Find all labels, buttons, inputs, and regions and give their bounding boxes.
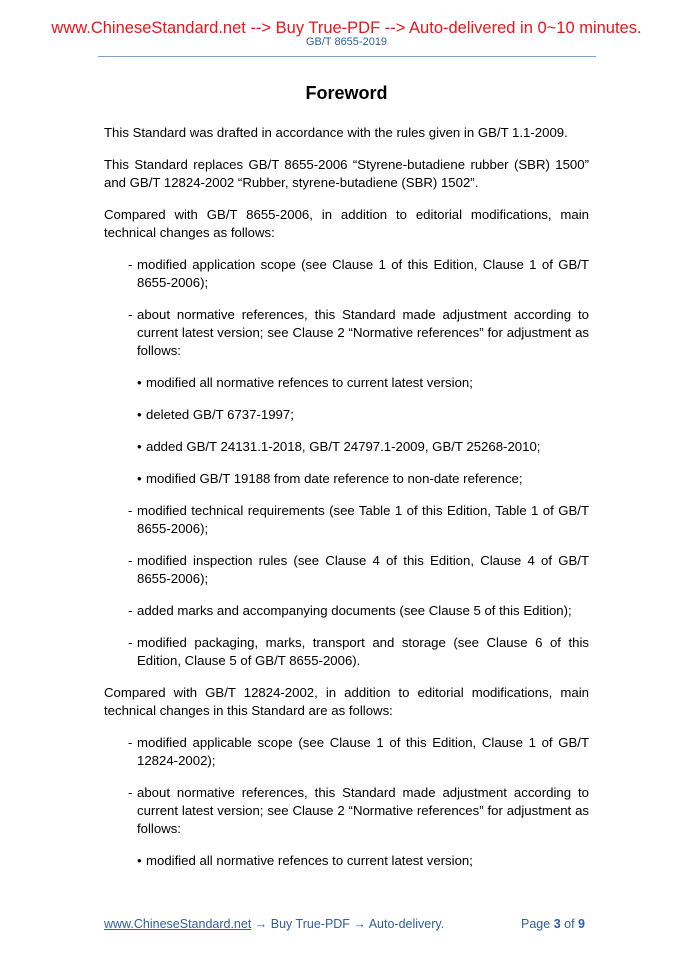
- page-label: Page: [521, 917, 551, 931]
- bullet-item-text: modified GB/T 19188 from date reference to non-date reference;: [146, 471, 523, 486]
- list-item: [119, 634, 589, 670]
- paragraph-drafting-rules: This Standard was drafted in accordance with the rules given in GB/T 1.1-2009.: [104, 125, 568, 140]
- bullet-item: [137, 470, 589, 488]
- dash-marker: -: [128, 785, 133, 800]
- dash-marker: -: [128, 735, 133, 750]
- standard-code-header: GB/T 8655-2019: [305, 36, 388, 48]
- dash-marker: -: [128, 553, 133, 568]
- list-item: [119, 734, 589, 770]
- dash-marker: -: [128, 503, 133, 518]
- list-item: [119, 784, 589, 838]
- header-divider: [98, 56, 596, 57]
- dash-marker: -: [128, 635, 133, 650]
- bullet-marker: •: [137, 375, 142, 390]
- footer-purchase-link: [104, 916, 444, 932]
- list-item-text: modified applicable scope (see Clause 1 of this Edition, Clause 1 of GB/T 12824-2002);: [137, 735, 589, 768]
- list-item: [119, 502, 589, 538]
- paragraph-replaces: This Standard replaces GB/T 8655-2006 “Styrene-butadiene rubber (SBR) 1500” and GB/T 12824-2002 “Rubber, styrene-butadiene (SBR) 1502”.: [104, 157, 589, 190]
- list-item-text: about normative references, this Standard made adjustment according to current latest version; see Clause 2 “Normative references” for adjustment as follows:: [137, 307, 589, 358]
- bullet-item-text: deleted GB/T 6737-1997;: [146, 407, 294, 422]
- footer-site-link[interactable]: www.ChineseStandard.net: [104, 917, 252, 931]
- paragraph-changes-8655: Compared with GB/T 8655-2006, in addition to editorial modifications, main technical changes as follows:: [104, 207, 589, 240]
- bullet-item-text: modified all normative refences to current latest version;: [146, 375, 473, 390]
- bullet-item-text: added GB/T 24131.1-2018, GB/T 24797.1-2009, GB/T 25268-2010;: [146, 439, 541, 454]
- page-current: 3: [553, 917, 561, 931]
- bullet-marker: •: [137, 853, 142, 868]
- list-item: [119, 256, 589, 292]
- bullet-marker: •: [137, 471, 142, 486]
- list-item-text: modified application scope (see Clause 1 of this Edition, Clause 1 of GB/T 8655-2006);: [137, 257, 589, 290]
- list-item-text: modified packaging, marks, transport and storage (see Clause 6 of this Edition, Clause 5 of GB/T 8655-2006).: [137, 635, 589, 668]
- list-item: [119, 602, 589, 620]
- bullet-item: [137, 438, 589, 456]
- bullet-item: [137, 374, 589, 392]
- bullet-item-text: modified all normative refences to current latest version;: [146, 853, 473, 868]
- page-of: of: [564, 917, 575, 931]
- list-item-text: added marks and accompanying documents (see Clause 5 of this Edition);: [137, 603, 572, 618]
- bullet-marker: •: [137, 439, 142, 454]
- bullet-marker: •: [137, 407, 142, 422]
- page-number: [521, 916, 585, 932]
- list-item: [119, 552, 589, 588]
- promo-banner[interactable]: www.ChineseStandard.net --> Buy True-PDF --> Auto-delivered in 0~10 minutes.: [51, 19, 642, 37]
- document-body: [104, 124, 589, 884]
- dash-marker: -: [128, 603, 133, 618]
- paragraph-changes-12824: Compared with GB/T 12824-2002, in addition to editorial modifications, main technical changes in this Standard are as follows:: [104, 685, 589, 718]
- list-item-text: modified inspection rules (see Clause 4 of this Edition, Clause 4 of GB/T 8655-2006);: [137, 553, 589, 586]
- bullet-item: [137, 852, 589, 870]
- page-total: 9: [578, 917, 585, 931]
- list-item: [119, 306, 589, 360]
- page-title: Foreword: [305, 83, 388, 103]
- bullet-item: [137, 406, 589, 424]
- footer-purchase-text: → Buy True-PDF → Auto-delivery.: [251, 917, 445, 931]
- dash-marker: -: [128, 257, 133, 272]
- dash-marker: -: [128, 307, 133, 322]
- list-item-text: modified technical requirements (see Table 1 of this Edition, Table 1 of GB/T 8655-2006);: [137, 503, 589, 536]
- list-item-text: about normative references, this Standard made adjustment according to current latest version; see Clause 2 “Normative references” for adjustment as follows:: [137, 785, 589, 836]
